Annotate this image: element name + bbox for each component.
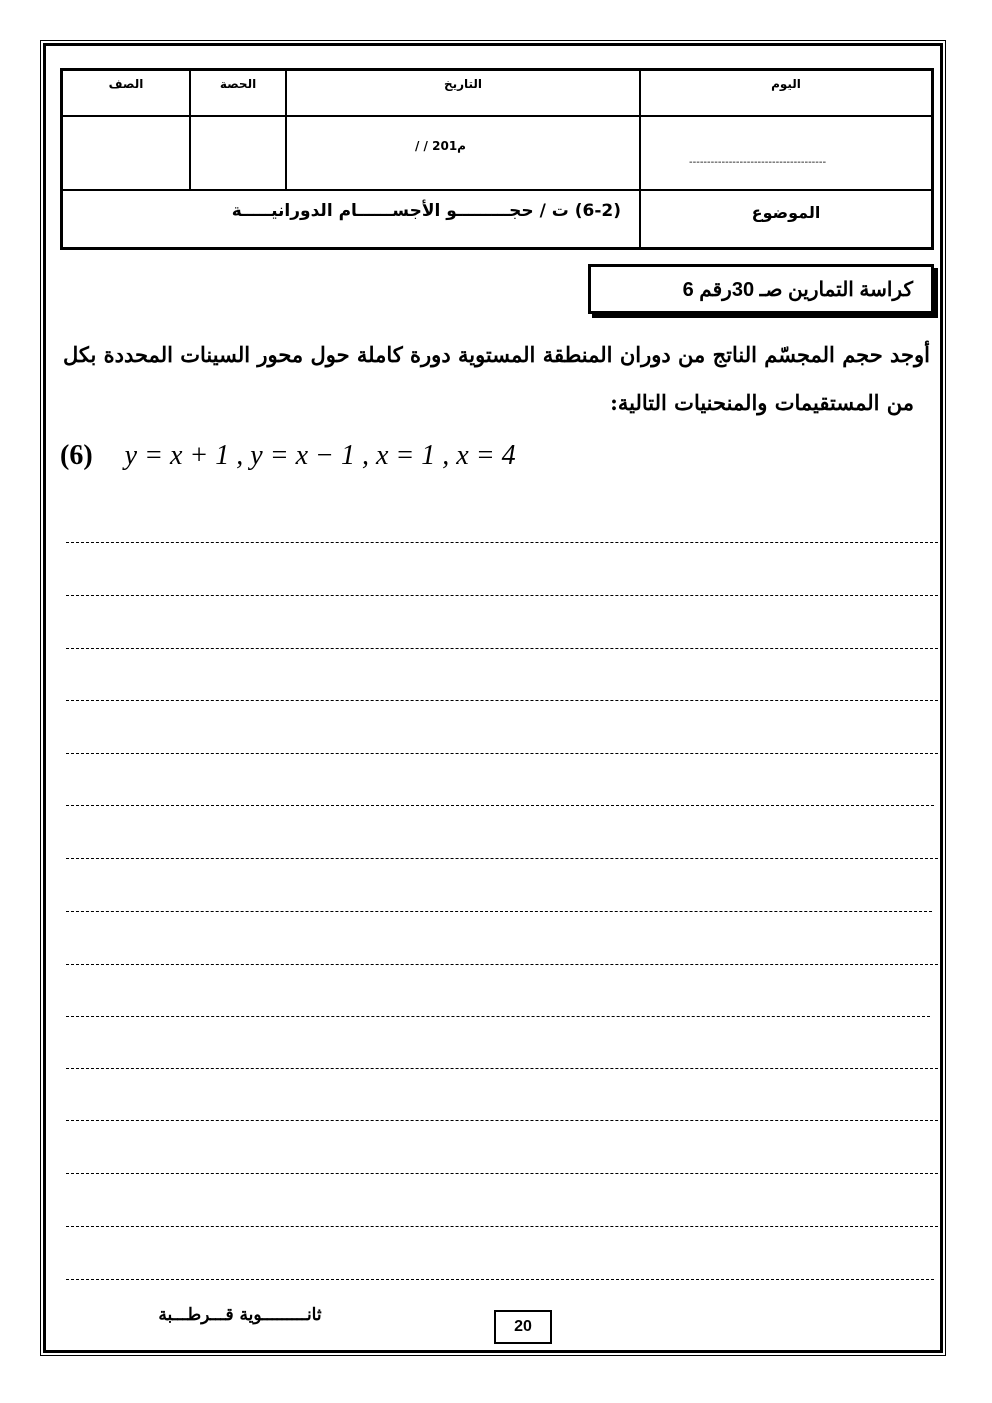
date-value[interactable]: / / 201م (415, 139, 466, 153)
period-column-label: الحصة (219, 77, 257, 91)
answer-line[interactable] (66, 1226, 938, 1227)
exercise-book-box (588, 264, 934, 314)
equation (60, 440, 516, 472)
header-row-divider-1 (63, 115, 931, 117)
day-column-label: اليوم (771, 77, 801, 91)
answer-line[interactable] (66, 753, 938, 754)
header-table (60, 68, 934, 250)
equation-text: y = x + 1 , y = x − 1 , x = 1 , x = 4 (124, 440, 516, 471)
topic-value: (6-2) ت / حجـــــــــو الأجســــــام الدورانيـــــة (231, 201, 621, 221)
answer-line[interactable] (66, 1016, 930, 1017)
header-row-divider-2 (63, 189, 931, 191)
school-name: ثانـــــــــوية قـــرطـــبة (158, 1305, 322, 1325)
answer-line[interactable] (66, 805, 934, 806)
answer-line[interactable] (66, 1068, 938, 1069)
answer-line[interactable] (66, 858, 938, 859)
equation-number: (6) (60, 440, 93, 471)
answer-line[interactable] (66, 1120, 938, 1121)
class-column-label: الصف (108, 77, 144, 91)
answer-line[interactable] (66, 1279, 934, 1280)
answer-line[interactable] (66, 1173, 938, 1174)
exercise-book-title: كراسة التمارين صـ 30رقم 6 (682, 279, 913, 301)
answer-line[interactable] (66, 700, 938, 701)
day-value[interactable]: -------------------------------------- (689, 157, 827, 168)
question-line-2: من المستقيمات والمنحنيات التالية: (610, 390, 914, 415)
answer-line[interactable] (66, 911, 932, 912)
page-number: 20 (494, 1310, 552, 1344)
answer-line[interactable] (66, 542, 938, 543)
answer-line[interactable] (66, 595, 938, 596)
topic-label: الموضوع (751, 203, 821, 222)
date-column-label: التاريخ (443, 77, 483, 91)
question-line-1: أوجد حجم المجسّم الناتج من دوران المنطقة المستوية دورة كاملة حول محور السينات المحددة بكل (62, 342, 930, 367)
answer-line[interactable] (66, 964, 938, 965)
answer-line[interactable] (66, 648, 938, 649)
